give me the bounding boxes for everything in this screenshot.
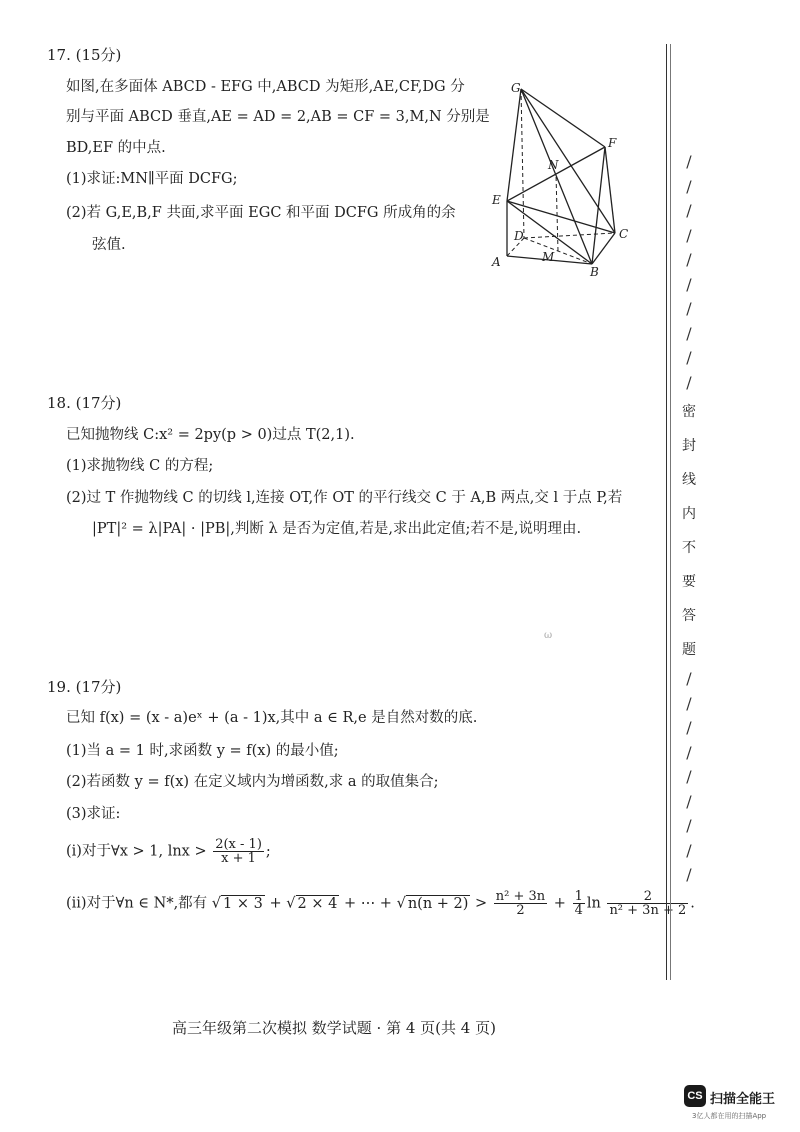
q17-part-2: (2)若 G,E,B,F 共面,求平面 EGC 和平面 DCFG 所成角的余	[66, 205, 456, 221]
label-d: D	[514, 229, 524, 243]
seal-char: 题	[682, 642, 696, 658]
cs-app-tagline: 3亿人都在用的扫描App	[692, 1112, 767, 1120]
q17-line-3: BD,EF 的中点.	[66, 140, 166, 156]
q19-ii-fraction-2	[573, 890, 585, 917]
q19-ii-plus-3: +	[553, 895, 566, 912]
q19-part-1: (1)当 a = 1 时,求函数 y = f(x) 的最小值;	[66, 743, 339, 759]
label-g: G	[511, 81, 521, 95]
label-n: N	[548, 158, 559, 172]
q18-header: 18. (17分)	[47, 394, 122, 412]
seal-slash-icon: /	[686, 201, 692, 220]
seal-char: 不	[682, 540, 696, 556]
q19-ii-plus-2: + ⋯ +	[343, 895, 392, 912]
seal-char: 线	[682, 472, 696, 488]
seal-slash-icon: /	[686, 323, 692, 343]
seal-slash-icon: /	[686, 176, 692, 196]
seal-slash-icon: /	[686, 742, 692, 762]
edge-gf	[521, 89, 605, 147]
q19-ii-root-2: 2 × 4	[297, 895, 338, 912]
q19-ii-f3-den: n² + 3n + 2	[609, 903, 687, 918]
label-b: B	[590, 265, 599, 276]
q19-i-fraction	[213, 838, 264, 865]
seal-slash-icon: /	[686, 372, 692, 392]
q19-ii-f2-num: 1	[574, 889, 583, 904]
binding-line-inner	[670, 44, 671, 980]
seal-slash-icon: /	[686, 840, 692, 860]
seal-char: 密	[682, 404, 696, 420]
seal-slash-icon: /	[686, 669, 692, 688]
q18-part-2-cont: |PT|² = λ|PA| · |PB|,判断 λ 是否为定值,若是,求出此定值;若不是,说明理由.	[92, 521, 582, 537]
edge-fb	[592, 147, 605, 264]
seal-char: 封	[682, 438, 696, 454]
seal-slash-icon: /	[686, 152, 692, 171]
q19-i-prefix: (i)对于∀x > 1, lnx >	[66, 843, 207, 860]
q19-header: 19. (17分)	[47, 678, 122, 696]
q18-line-1: 已知抛物线 C:x² = 2py(p > 0)过点 T(2,1).	[66, 427, 355, 443]
q18-part-2: (2)过 T 作抛物线 C 的切线 l,连接 OT,作 OT 的平行线交 C 于 A,B 两点,交 l 于点 P,若	[66, 490, 623, 506]
seal-slash-icon: /	[686, 348, 692, 367]
q19-ii-root-1: 1 × 3	[223, 895, 263, 912]
q19-ii-root-3: n(n + 2)	[407, 895, 469, 912]
seal-slash-icon: /	[686, 693, 692, 713]
label-a: A	[492, 255, 501, 269]
q19-ii-end: .	[690, 895, 695, 912]
seal-char: 答	[682, 608, 696, 624]
label-m: M	[542, 250, 555, 264]
edge-dc-hidden	[524, 233, 615, 238]
q18-part-1: (1)求抛物线 C 的方程;	[66, 458, 214, 474]
seal-char: 内	[682, 506, 696, 522]
q19-line-1: 已知 f(x) = (x - a)eˣ + (a - 1)x,其中 a ∈ R,e 是自然对数的底.	[66, 710, 478, 726]
binding-line	[666, 44, 667, 980]
q19-part-3: (3)求证:	[66, 806, 121, 822]
q19-ii-ln: ln	[586, 895, 601, 912]
cs-app-name: 扫描全能王	[710, 1092, 776, 1107]
seal-slash-icon: /	[686, 718, 692, 737]
q19-part-3-i	[66, 838, 271, 865]
seal-slash-icon: /	[686, 767, 692, 786]
q19-part-2: (2)若函数 y = f(x) 在定义域内为增函数,求 a 的取值集合;	[66, 774, 439, 790]
q19-ii-plus-1: +	[269, 895, 282, 912]
segment-mn-hidden	[556, 174, 558, 251]
seal-slash-icon: /	[686, 225, 692, 245]
q19-ii-f2-den: 4	[574, 903, 583, 918]
seal-char: 要	[682, 574, 696, 590]
q19-part-3-ii: (ii)对于∀n ∈ N*,都有 √ 1 × 3 + √ 2 × 4 + ⋯ + √ n(n + 2) > $\frac{\text{n² + 3n}}{2}$ + $\frac{1}{4}$ ln $\frac{2}{\text{n² + 3n + 2}}$ .	[66, 889, 695, 918]
label-f: F	[608, 136, 617, 150]
q17-header: 17. (15分)	[47, 46, 122, 64]
edge-gd-hidden	[521, 89, 524, 238]
seal-slash-icon: /	[686, 274, 692, 294]
stray-mark: ω	[544, 630, 553, 641]
label-c: C	[619, 227, 629, 241]
q17-part-1: (1)求证:MN∥平面 DCFG;	[66, 171, 238, 187]
q19-i-denominator: x + 1	[221, 851, 256, 866]
edge-ge	[507, 89, 521, 201]
edge-gc	[521, 89, 615, 233]
q19-ii-fraction-3	[607, 890, 688, 917]
seal-slash-icon: /	[686, 250, 692, 269]
polyhedron-figure	[484, 76, 634, 276]
q19-ii-prefix: (ii)对于∀n ∈ N*,都有	[66, 895, 208, 912]
cs-logo-icon: CS	[684, 1085, 706, 1107]
q17-line-1: 如图,在多面体 ABCD - EFG 中,ABCD 为矩形,AE,CF,DG 分	[66, 79, 465, 95]
seal-slash-icon: /	[686, 791, 692, 811]
q19-i-end: ;	[265, 843, 271, 860]
seal-slash-icon: /	[686, 816, 692, 835]
q19-ii-f1-den: 2	[516, 903, 525, 918]
q19-ii-fraction-1	[494, 890, 547, 917]
scanner-watermark	[672, 1083, 790, 1123]
q19-ii-f3-num: 2	[607, 890, 688, 904]
seal-column	[676, 150, 702, 888]
q17-line-2: 别与平面 ABCD 垂直,AE = AD = 2,AB = CF = 3,M,N 分别是	[66, 109, 490, 125]
q19-ii-f1-num: n² + 3n	[495, 889, 546, 904]
label-e: E	[492, 193, 501, 207]
q17-part-2-cont: 弦值.	[92, 237, 126, 253]
seal-slash-icon: /	[686, 865, 692, 884]
page-footer: 高三年级第二次模拟 数学试题 · 第 4 页(共 4 页)	[172, 1019, 496, 1037]
q19-ii-gt: >	[475, 895, 488, 912]
seal-slash-icon: /	[686, 299, 692, 318]
q19-i-numerator: 2(x - 1)	[215, 837, 262, 852]
